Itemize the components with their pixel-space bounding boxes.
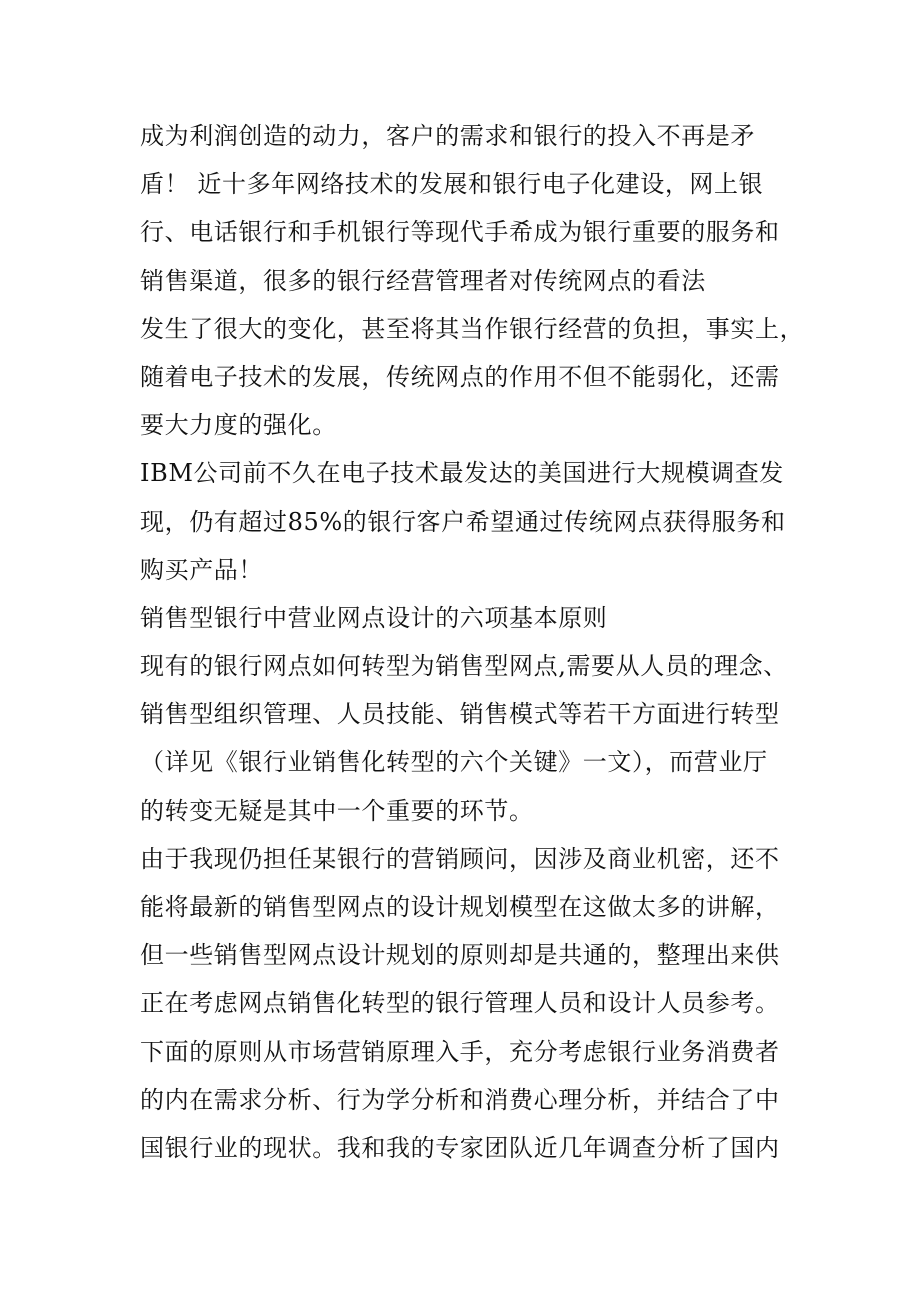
text-line: 下面的原则从市场营销原理入手，充分考虑银行业务消费者 (140, 1037, 780, 1066)
text-line: 的转变无疑是其中一个重要的环节。 (140, 796, 534, 825)
text-line: 的内在需求分析、行为学分析和消费心理分析，并结合了中 (140, 1085, 780, 1114)
text-line: 由于我现仍担任某银行的营销顾问，因涉及商业机密，还不 (140, 844, 780, 873)
text-line: 正在考虑网点销售化转型的银行管理人员和设计人员参考。 (140, 989, 780, 1018)
text-line: 销售渠道，很多的银行经营管理者对传统网点的看法 (140, 266, 706, 295)
text-line: 随着电子技术的发展，传统网点的作用不但不能弱化，还需 (140, 362, 780, 391)
text-line: 现有的银行网点如何转型为销售型网点,需要从人员的理念、 (140, 652, 788, 681)
section-heading: 销售型银行中营业网点设计的六项基本原则 (140, 603, 608, 632)
text-line: 购买产品！ (140, 555, 263, 584)
text-line: 销售型组织管理、人员技能、销售模式等若干方面进行转型 (140, 700, 780, 729)
text-line: 发生了很大的变化，甚至将其当作银行经营的负担，事实上， (140, 314, 805, 343)
text-line: 要大力度的强化。 (140, 411, 337, 440)
text-line: 能将最新的销售型网点的设计规划模型在这做太多的讲解， (140, 893, 780, 921)
text-line: 盾！ 近十多年网络技术的发展和银行电子化建设，网上银 (140, 170, 764, 199)
document-body (140, 112, 805, 1172)
text-line: 现，仍有超过85%的银行客户希望通过传统网点获得服务和 (140, 507, 786, 536)
text-line: 行、电话银行和手机银行等现代手希成为银行重要的服务和 (140, 218, 780, 247)
text-line: 国银行业的现状。我和我的专家团队近几年调查分析了国内 (140, 1133, 780, 1162)
text-line: 成为利润创造的动力，客户的需求和银行的投入不再是矛 (140, 122, 755, 150)
text-line: （详见《银行业销售化转型的六个关键》一文），而营业厅 (140, 748, 768, 777)
text-line: IBM公司前不久在电子技术最发达的美国进行大规模调查发 (140, 459, 784, 488)
text-line: 但一些销售型网点设计规划的原则却是共通的，整理出来供 (140, 941, 780, 970)
